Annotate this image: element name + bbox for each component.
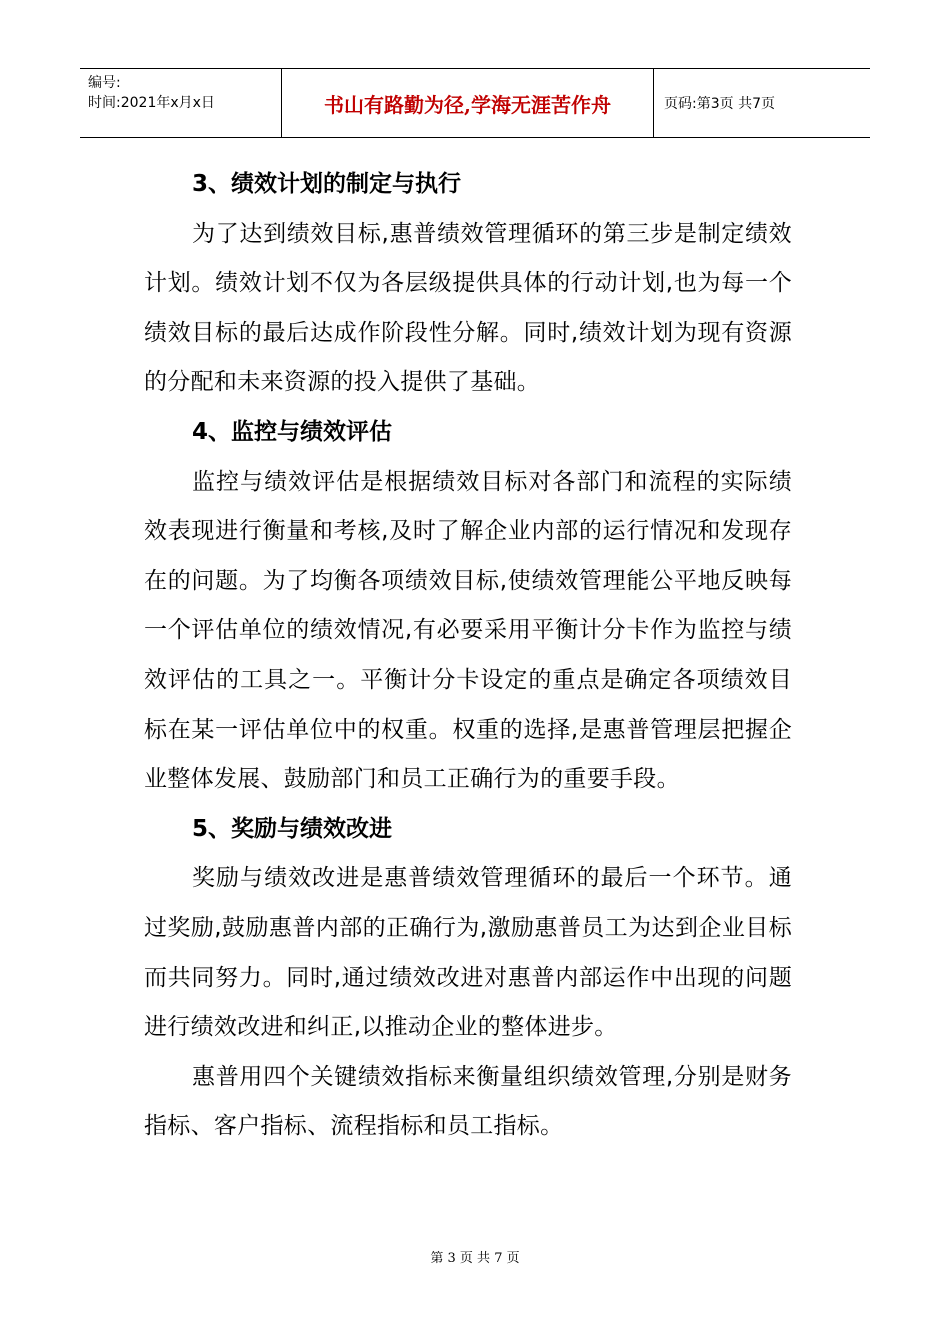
paragraph: 为了达到绩效目标,惠普绩效管理循环的第三步是制定绩效计划。绩效计划不仅为各层级提供具体的行动计划,也为每一个绩效目标的最后达成作阶段性分解。同时,绩效计划为现有资源的分配和未来资源的投入提供了基础。 [144, 220, 792, 396]
header-meta [80, 69, 282, 137]
page-header [80, 68, 870, 138]
page-footer: 第 3 页 共 7 页 [430, 1251, 520, 1266]
document-body [144, 160, 792, 1152]
date-label: 时间:2021年x月x日 [88, 95, 215, 111]
section-heading: 5、奖励与绩效改进 [192, 815, 393, 842]
header-motto: 书山有路勤为径,学海无涯苦作舟 [282, 69, 654, 137]
header-page-label: 页码:第3页 共7页 [664, 96, 775, 112]
number-label: 编号: [88, 75, 121, 91]
paragraph: 监控与绩效评估是根据绩效目标对各部门和流程的实际绩效表现进行衡量和考核,及时了解企业内部的运行情况和发现存在的问题。为了均衡各项绩效目标,使绩效管理能公平地反映每一个评估单位的绩效情况,有必要采用平衡计分卡作为监控与绩效评估的工具之一。平衡计分卡设定的重点是确定各项绩效目标在某一评估单位中的权重。权重的选择,是惠普管理层把握企业整体发展、鼓励部门和员工正确行为的重要手段。 [144, 468, 792, 793]
paragraph: 奖励与绩效改进是惠普绩效管理循环的最后一个环节。通过奖励,鼓励惠普内部的正确行为,激励惠普员工为达到企业目标而共同努力。同时,通过绩效改进对惠普内部运作中出现的问题进行绩效改进和纠正,以推动企业的整体进步。 [144, 865, 792, 1041]
section-heading: 3、绩效计划的制定与执行 [192, 171, 462, 197]
paragraph: 惠普用四个关键绩效指标来衡量组织绩效管理,分别是财务指标、客户指标、流程指标和员工指标。 [144, 1063, 792, 1140]
section-heading: 4、监控与绩效评估 [192, 418, 393, 445]
